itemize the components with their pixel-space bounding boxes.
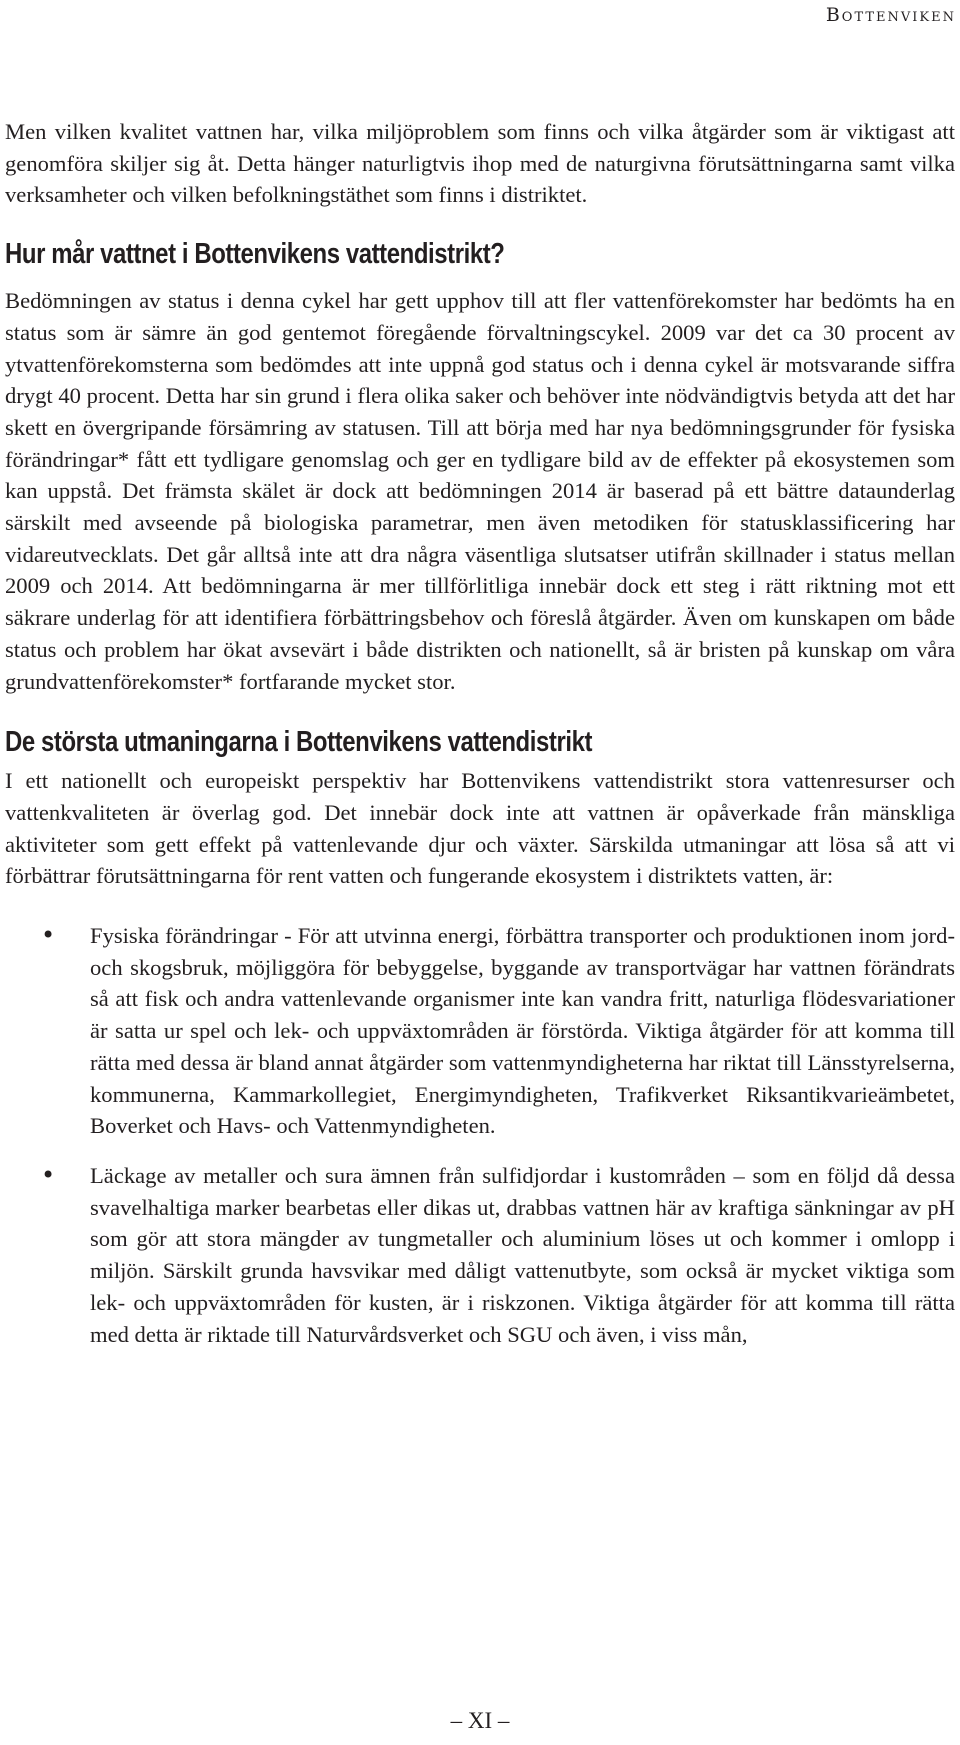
page-content — [5, 116, 955, 1368]
list-item — [5, 920, 955, 1142]
section-heading-challenges: De största utmaningarna i Bottenvikens vattendistrikt — [5, 726, 593, 759]
page-number: – XI – — [450, 1708, 510, 1733]
bullet-icon: • — [41, 1160, 56, 1189]
list-item-text: Fysiska förändringar - För att utvinna energi, förbättra transporter och produktionen inom jord- och skogsbruk, möjliggöra för bebyggelse, byggande av transportvägar har vattnen förändrats så att fisk och andra vattenlevande organismer inte kan vandra fritt, naturliga flödesvariationer är satta ur spel och lek- och uppväxtområden är förstörda. Viktiga åtgärder för att komma till rätta med dessa är bland annat åtgärder som vattenmyndigheterna har riktat till Länsstyrelserna, kommunerna, Kammarkollegiet, Energimyndigheten, Trafikverket Riksantikvarieämbetet, Boverket och Havs- och Vattenmyndigheten. — [90, 923, 955, 1139]
intro-paragraph: Men vilken kvalitet vattnen har, vilka miljöproblem som finns och vilka åtgärder som är viktigast att genomföra skiljer sig åt. Detta hänger naturligtvis ihop med de naturgivna förutsättningarna samt vilka verksamheter och vilken befolkningstäthet som finns i distriktet. — [5, 119, 955, 208]
challenges-list — [5, 920, 955, 1350]
list-item — [5, 1160, 955, 1350]
bullet-icon: • — [41, 921, 56, 950]
list-item-text: Läckage av metaller och sura ämnen från sulfidjordar i kustområden – som en följd då dessa svavelhaltiga marker bearbetas eller dikas ut, drabbas vattnen här av kraftiga sänkningar av pH som gör att stora mängder av tungmetaller och aluminium löses ut och kommer i omlopp i miljön. Särskilt grunda havsvikar med dåligt vattenutbyte, som också är mycket viktiga som lek- och uppväxtområden för kusten, är i riskzonen. Viktiga åtgärder för att komma till rätta med detta är riktade till Naturvårdsverket och SGU och även, i viss mån, — [90, 1162, 955, 1347]
running-header: Bottenviken — [825, 4, 956, 26]
section-heading-status: Hur mår vattnet i Bottenvikens vattendistrikt? — [5, 238, 505, 271]
challenges-paragraph: I ett nationellt och europeiskt perspektiv har Bottenvikens vattendistrikt stora vattenresurser och vattenkvaliteten är överlag god. Det innebär dock inte att vattnen är opåverkade från mänskliga aktiviteter som gett effekt på vattenlevande djur och växter. Särskilda utmaningar att lösa så att vi förbättrar förutsättningarna för rent vatten och fungerande ekosystem i distriktets vatten, är: — [5, 768, 955, 889]
status-paragraph: Bedömningen av status i denna cykel har gett upphov till att fler vattenförekomster har bedömts ha en status som är sämre än god gentemot föregående förvaltningscykel. 2009 var det ca 30 procent av ytvattenförekomsterna som bedömdes att inte uppnå god status och i denna cykel är motsvarande siffra drygt 40 procent. Detta har sin grund i flera olika saker och behöver inte nödvändigtvis betyda att det har skett en övergripande försämring av statusen. Till att börja med har nya bedömningsgrunder för fysiska förändringar* fått ett tydligare genomslag och ger en tydligare bild av de effekter på ekosystemen som kan uppstå. Det främsta skälet är dock att bedömningen 2014 är baserad på ett bättre dataunderlag särskilt med avseende på biologiska parametrar, men även metodiken för statusklassificering har vidareutvecklats. Det går alltså inte att dra några väsentliga slutsatser utifrån skillnader i status mellan 2009 och 2014. Att bedömningarna är mer tillförlitliga innebär dock ett steg i rätt riktning mot ett säkrare underlag för att identifiera förbättringsbehov och föreslå åtgärder. Även om kunskapen om både status och problem har ökat avsevärt i både distrikten och nationellt, så är bristen på kunskap om våra grundvattenförekomster* fortfarande mycket stor. — [5, 288, 955, 694]
